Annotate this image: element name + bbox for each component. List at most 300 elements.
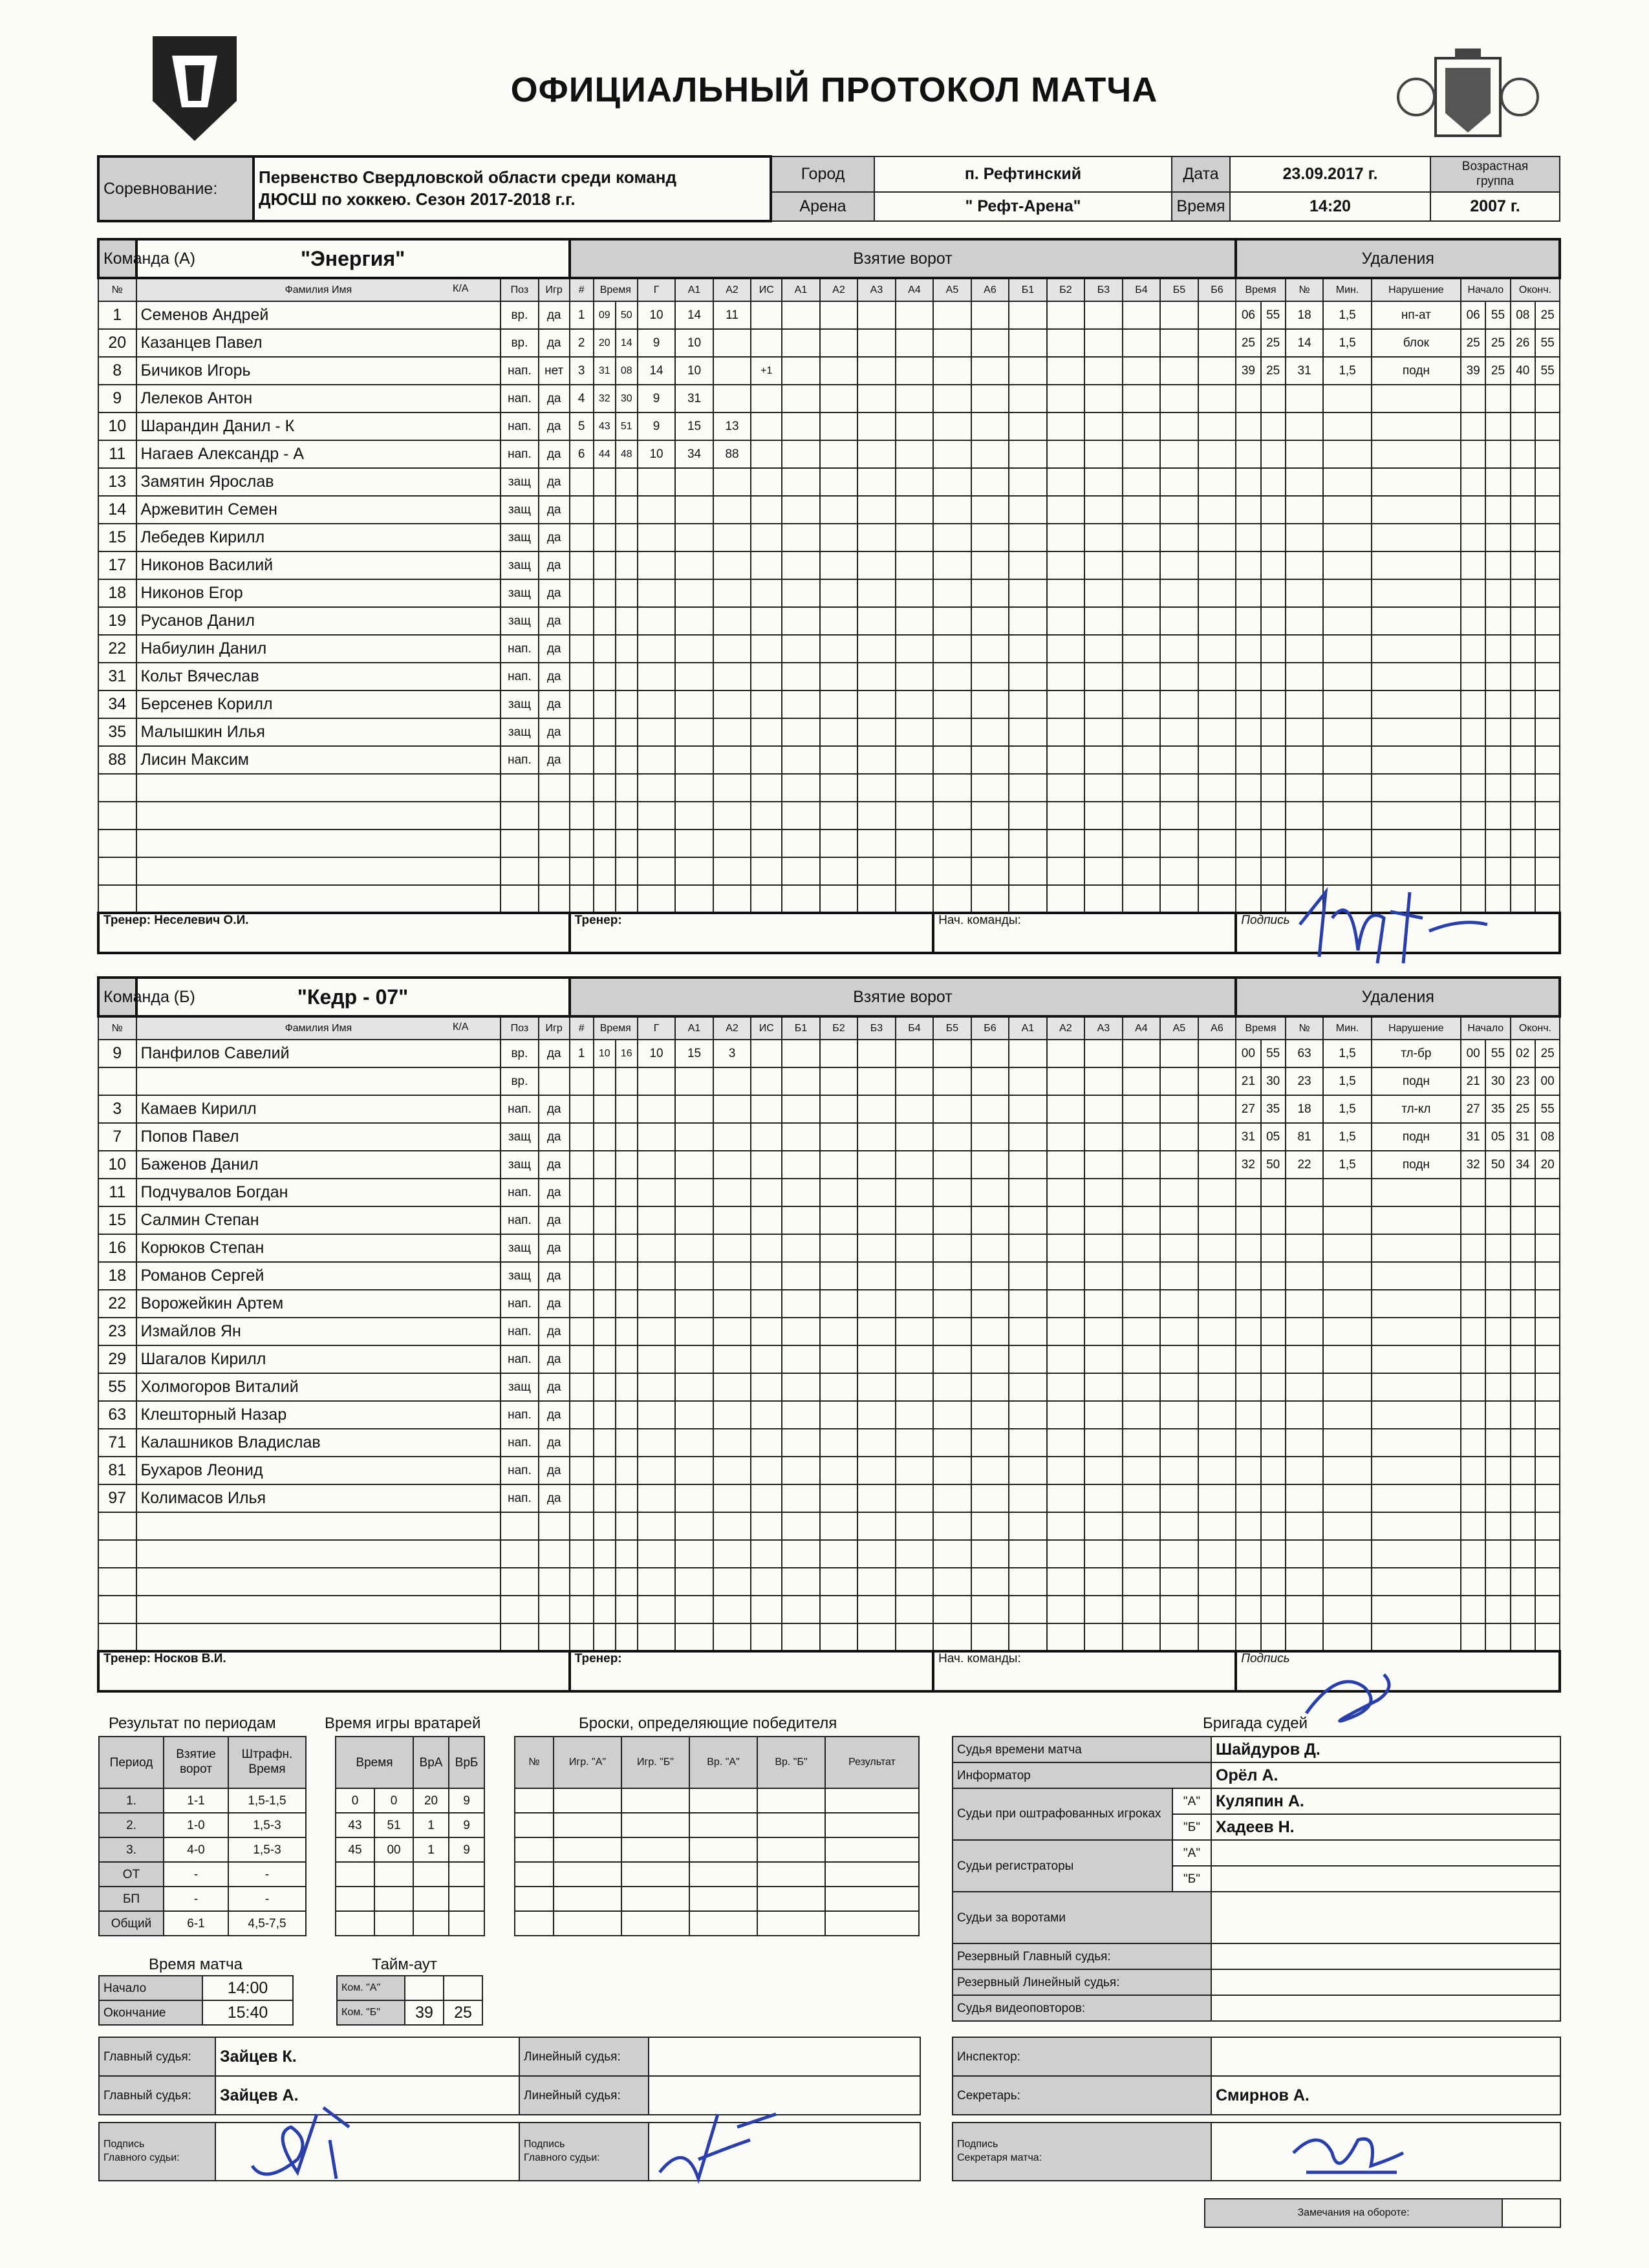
penalty-violation xyxy=(1372,1401,1461,1429)
onice-cell xyxy=(933,802,971,829)
goal-second xyxy=(616,746,638,774)
onice-cell xyxy=(1084,1540,1123,1568)
onice-cell xyxy=(1084,607,1123,635)
period-goals: - xyxy=(164,1862,228,1887)
goal-minute: 44 xyxy=(594,440,616,468)
onice-cell xyxy=(1047,1067,1085,1095)
player-position: вр. xyxy=(501,329,539,357)
match-start-label: Начало xyxy=(99,1976,202,2000)
onice-cell xyxy=(1160,579,1198,607)
player-number: 63 xyxy=(98,1401,136,1429)
onice-cell xyxy=(1084,1123,1123,1151)
onice-cell xyxy=(933,690,971,718)
penalty-minute: 31 xyxy=(1236,1123,1260,1151)
onice-cell xyxy=(1198,1123,1236,1151)
onice-cell xyxy=(896,1262,934,1290)
onice-cell xyxy=(1160,690,1198,718)
goal-assist1 xyxy=(675,1123,713,1151)
penalty-end-min: 02 xyxy=(1511,1040,1535,1067)
onice-cell xyxy=(896,1095,934,1123)
onice-cell xyxy=(971,774,1009,802)
onice-cell xyxy=(820,440,858,468)
onice-cell xyxy=(1160,468,1198,496)
onice-cell xyxy=(971,1262,1009,1290)
goal-situation xyxy=(751,329,782,357)
player-plays xyxy=(539,885,570,913)
assist1-header: А1 xyxy=(675,278,713,301)
penalty-start-sec xyxy=(1485,551,1510,579)
goal-assist1 xyxy=(675,1095,713,1123)
penalty-second xyxy=(1261,1568,1286,1596)
period-name: 3. xyxy=(99,1837,164,1862)
onice-cell xyxy=(1009,663,1047,690)
penalty-violation xyxy=(1372,1484,1461,1512)
goal-number xyxy=(570,496,594,524)
player-name: Бухаров Леонид xyxy=(136,1457,501,1484)
onice-header: А6 xyxy=(971,278,1009,301)
goalie-row xyxy=(336,1862,484,1887)
onice-cell xyxy=(1009,1123,1047,1151)
onice-cell xyxy=(1160,496,1198,524)
onice-cell xyxy=(971,1484,1009,1512)
goal-situation xyxy=(751,412,782,440)
onice-cell xyxy=(971,857,1009,885)
onice-cell xyxy=(1160,885,1198,913)
penalty-start-min xyxy=(1461,496,1485,524)
penalty-player xyxy=(1286,746,1324,774)
player-position: нап. xyxy=(501,412,539,440)
penalty-end-min: 31 xyxy=(1511,1123,1535,1151)
goal-second: 30 xyxy=(616,385,638,412)
player-position: нап. xyxy=(501,1290,539,1318)
onice-cell xyxy=(782,1318,820,1345)
onice-cell xyxy=(820,551,858,579)
player-name: Салмин Степан xyxy=(136,1206,501,1234)
onice-header: Б6 xyxy=(1198,278,1236,301)
onice-cell xyxy=(820,496,858,524)
onice-cell xyxy=(1198,857,1236,885)
onice-cell xyxy=(1123,496,1161,524)
onice-cell xyxy=(782,301,820,329)
onice-cell xyxy=(1009,635,1047,663)
onice-cell xyxy=(1047,1512,1085,1540)
goal-minute xyxy=(594,1596,616,1623)
onice-cell xyxy=(971,663,1009,690)
player-plays: да xyxy=(539,1484,570,1512)
onice-cell xyxy=(896,1345,934,1373)
goal-scorer xyxy=(638,551,676,579)
penalty-start-sec xyxy=(1485,635,1510,663)
shootout-cell xyxy=(689,1788,757,1813)
goal-second: 08 xyxy=(616,357,638,385)
onice-cell xyxy=(933,1596,971,1623)
onice-header: Б1 xyxy=(782,1016,820,1040)
penalty-second xyxy=(1261,579,1286,607)
onice-cell xyxy=(820,1596,858,1623)
time-label: Время xyxy=(1172,192,1230,221)
penalty-start-sec: 25 xyxy=(1485,329,1510,357)
player-name: Замятин Ярослав xyxy=(136,468,501,496)
onice-cell xyxy=(1084,1151,1123,1179)
onice-cell xyxy=(1123,1623,1161,1651)
onice-cell xyxy=(857,829,896,857)
goal-assist1 xyxy=(675,551,713,579)
penalty-violation xyxy=(1372,1318,1461,1345)
goal-scorer xyxy=(638,579,676,607)
shootout-cell xyxy=(554,1887,621,1911)
player-number xyxy=(98,829,136,857)
captain-assistant-header: К/А xyxy=(453,1022,469,1032)
goal-minute xyxy=(594,1623,616,1651)
onice-cell xyxy=(857,690,896,718)
player-row xyxy=(98,440,1560,468)
penalty-end-min xyxy=(1511,1290,1535,1318)
penalty-end-sec xyxy=(1535,1262,1560,1290)
player-number: 81 xyxy=(98,1457,136,1484)
penalty-start-sec xyxy=(1485,1290,1510,1318)
shootout-header: Вр. "А" xyxy=(689,1737,757,1788)
team-b-table xyxy=(97,976,1561,1693)
penalty-minute xyxy=(1236,1512,1260,1540)
goal-minute xyxy=(594,829,616,857)
onice-header: Б3 xyxy=(1084,278,1123,301)
goal-scorer xyxy=(638,1568,676,1596)
shootout-cell xyxy=(757,1887,825,1911)
goal-num-header: # xyxy=(570,1016,594,1040)
shootout-cell xyxy=(554,1911,621,1936)
goal-number xyxy=(570,1262,594,1290)
penalty-end-min: 26 xyxy=(1511,329,1535,357)
player-position: защ xyxy=(501,496,539,524)
onice-cell xyxy=(896,774,934,802)
penalty-end-min xyxy=(1511,440,1535,468)
goal-assist2 xyxy=(713,635,751,663)
goal-assist2 xyxy=(713,1512,751,1540)
penalty-end-min xyxy=(1511,829,1535,857)
goal-number xyxy=(570,1596,594,1623)
penalties-section-title: Удаления xyxy=(1236,239,1560,278)
player-plays: да xyxy=(539,1457,570,1484)
coach-label: Тренер: Носков В.И. xyxy=(98,1651,570,1691)
notes-table xyxy=(1204,2198,1561,2228)
player-name xyxy=(136,1623,501,1651)
onice-cell xyxy=(1047,718,1085,746)
onice-cell xyxy=(1009,1318,1047,1345)
shootout-header: Игр. "А" xyxy=(554,1737,621,1788)
goalie-a xyxy=(413,1911,449,1936)
goal-situation xyxy=(751,1540,782,1568)
onice-cell xyxy=(971,885,1009,913)
goalie-second xyxy=(374,1911,413,1936)
onice-cell xyxy=(971,718,1009,746)
onice-cell xyxy=(933,885,971,913)
onice-cell xyxy=(1047,857,1085,885)
penalty-start-sec xyxy=(1485,1401,1510,1429)
onice-cell xyxy=(820,412,858,440)
onice-cell xyxy=(1084,857,1123,885)
goal-assist2 xyxy=(713,607,751,635)
onice-cell xyxy=(857,1345,896,1373)
onice-cell xyxy=(971,357,1009,385)
onice-cell xyxy=(971,440,1009,468)
onice-cell xyxy=(1009,301,1047,329)
onice-cell xyxy=(1123,829,1161,857)
penalty-player xyxy=(1286,1401,1324,1429)
onice-cell xyxy=(1160,857,1198,885)
goal-scorer xyxy=(638,774,676,802)
penalty-player xyxy=(1286,440,1324,468)
penalty-minute: 32 xyxy=(1236,1151,1260,1179)
player-position: нап. xyxy=(501,663,539,690)
penalty-minutes xyxy=(1323,524,1371,551)
onice-cell xyxy=(857,718,896,746)
goal-number xyxy=(570,579,594,607)
onice-cell xyxy=(1009,774,1047,802)
shootout-cell xyxy=(554,1862,621,1887)
goal-assist2 xyxy=(713,1623,751,1651)
onice-cell xyxy=(971,802,1009,829)
penalty-minutes: 1,5 xyxy=(1323,357,1371,385)
penalty-start-header: Начало xyxy=(1461,1016,1511,1040)
penalty-end-header: Оконч. xyxy=(1511,1016,1560,1040)
goal-assist2 xyxy=(713,1540,751,1568)
penalty-end-sec xyxy=(1535,746,1560,774)
goal-minute xyxy=(594,1234,616,1262)
onice-cell xyxy=(1198,1067,1236,1095)
name-header: Фамилия Имя xyxy=(136,1016,501,1040)
onice-cell xyxy=(1009,524,1047,551)
onice-cell xyxy=(857,357,896,385)
goal-situation xyxy=(751,718,782,746)
goal-number xyxy=(570,1623,594,1651)
team-label: Команда (Б) xyxy=(98,978,136,1016)
onice-cell xyxy=(896,802,934,829)
onice-cell xyxy=(933,440,971,468)
goal-situation xyxy=(751,607,782,635)
penalty-start-sec xyxy=(1485,1179,1510,1206)
penalty-player: 22 xyxy=(1286,1151,1324,1179)
team-label: Команда (А) xyxy=(98,239,136,278)
onice-cell xyxy=(1198,385,1236,412)
onice-cell xyxy=(1123,774,1161,802)
goalie-a-header: ВрА xyxy=(413,1737,449,1788)
goal-assist2 xyxy=(713,1095,751,1123)
player-number xyxy=(98,857,136,885)
penalty-minutes xyxy=(1323,1179,1371,1206)
penalty-minutes xyxy=(1323,1401,1371,1429)
penalty-end-sec xyxy=(1535,579,1560,607)
penalty-end-sec xyxy=(1535,690,1560,718)
goal-assist2 xyxy=(713,885,751,913)
onice-cell xyxy=(1123,1262,1161,1290)
onice-cell xyxy=(1160,551,1198,579)
penalty-end-min xyxy=(1511,1457,1535,1484)
onice-cell xyxy=(1123,357,1161,385)
onice-cell xyxy=(1084,663,1123,690)
goal-scorer: 10 xyxy=(638,1040,676,1067)
onice-cell xyxy=(820,1623,858,1651)
player-number: 8 xyxy=(98,357,136,385)
timeout-b-ss: 25 xyxy=(444,2000,482,2025)
goalie-time-table xyxy=(335,1736,485,1936)
player-position: защ xyxy=(501,1151,539,1179)
onice-cell xyxy=(1123,885,1161,913)
onice-cell xyxy=(1009,1373,1047,1401)
penalty-start-sec xyxy=(1485,690,1510,718)
team-sign-label: Подпись xyxy=(1236,913,1560,953)
goal-assist1 xyxy=(675,607,713,635)
onice-cell xyxy=(857,1512,896,1540)
goal-minute xyxy=(594,1373,616,1401)
goal-assist2 xyxy=(713,524,751,551)
team-name: "Энергия" xyxy=(136,239,570,278)
player-number: 97 xyxy=(98,1484,136,1512)
main-judge-signature-icon xyxy=(239,2101,401,2192)
goal-situation xyxy=(751,1373,782,1401)
shootout-cell xyxy=(515,1813,554,1837)
onice-cell xyxy=(1009,1540,1047,1568)
onice-cell xyxy=(1009,412,1047,440)
penalty-end-min xyxy=(1511,663,1535,690)
onice-cell xyxy=(933,746,971,774)
penalty-second xyxy=(1261,774,1286,802)
onice-cell xyxy=(896,1623,934,1651)
goal-assist1 xyxy=(675,635,713,663)
onice-cell xyxy=(820,1290,858,1318)
penalty-end-sec xyxy=(1535,718,1560,746)
onice-cell xyxy=(1047,524,1085,551)
penalty-second xyxy=(1261,718,1286,746)
penalty-violation xyxy=(1372,1512,1461,1540)
onice-cell xyxy=(782,1123,820,1151)
penalty-end-sec xyxy=(1535,1512,1560,1540)
onice-cell xyxy=(782,690,820,718)
penalty-player: 31 xyxy=(1286,357,1324,385)
onice-cell xyxy=(782,1040,820,1067)
penalty-end-min xyxy=(1511,774,1535,802)
goal-second xyxy=(616,1540,638,1568)
goal-scorer xyxy=(638,1540,676,1568)
onice-cell xyxy=(971,1123,1009,1151)
penalty-start-min xyxy=(1461,1457,1485,1484)
penalty-end-min xyxy=(1511,1262,1535,1290)
goal-assist1 xyxy=(675,1540,713,1568)
goal-situation xyxy=(751,496,782,524)
goal-second xyxy=(616,1318,638,1345)
goal-second xyxy=(616,579,638,607)
onice-cell xyxy=(1198,607,1236,635)
goal-second xyxy=(616,1234,638,1262)
onice-cell xyxy=(1123,524,1161,551)
onice-cell xyxy=(1123,1596,1161,1623)
onice-cell xyxy=(820,663,858,690)
goal-second: 14 xyxy=(616,329,638,357)
goal-assist1 xyxy=(675,1345,713,1373)
penalty-end-sec xyxy=(1535,635,1560,663)
penalty-start-sec xyxy=(1485,718,1510,746)
player-number: 22 xyxy=(98,635,136,663)
penalty-end-min xyxy=(1511,1345,1535,1373)
goal-scorer xyxy=(638,1095,676,1123)
penalty-violation xyxy=(1372,1206,1461,1234)
goal-situation xyxy=(751,1067,782,1095)
onice-cell xyxy=(1084,1095,1123,1123)
onice-cell xyxy=(1047,1123,1085,1151)
inspector-label: Инспектор: xyxy=(953,2037,1211,2076)
player-row xyxy=(98,1290,1560,1318)
goalie-row xyxy=(336,1837,484,1862)
goal-scorer xyxy=(638,1151,676,1179)
onice-cell xyxy=(933,1290,971,1318)
penalty-end-sec: 55 xyxy=(1535,329,1560,357)
penalty-end-sec: 55 xyxy=(1535,357,1560,385)
onice-cell xyxy=(1009,1262,1047,1290)
shootout-cell xyxy=(554,1788,621,1813)
onice-cell xyxy=(1084,1512,1123,1540)
timeout-title: Тайм-аут xyxy=(372,1956,437,1973)
penalty-start-min xyxy=(1461,468,1485,496)
onice-cell xyxy=(896,1373,934,1401)
secretary-signature-table xyxy=(952,2122,1561,2181)
player-name: Подчувалов Богдан xyxy=(136,1179,501,1206)
period-name: БП xyxy=(99,1887,164,1911)
onice-cell xyxy=(1160,1290,1198,1318)
onice-cell xyxy=(857,440,896,468)
penalty-second: 55 xyxy=(1261,301,1286,329)
player-name: Берсенев Корилл xyxy=(136,690,501,718)
goal-situation xyxy=(751,1401,782,1429)
goal-scorer xyxy=(638,607,676,635)
goal-assist2: 88 xyxy=(713,440,751,468)
onice-cell xyxy=(933,1457,971,1484)
onice-cell xyxy=(896,1429,934,1457)
penalty-start-min xyxy=(1461,524,1485,551)
onice-cell xyxy=(933,301,971,329)
onice-cell xyxy=(971,1040,1009,1067)
onice-cell xyxy=(1123,1318,1161,1345)
goal-judges-label: Судьи за воротами xyxy=(953,1892,1211,1943)
onice-cell xyxy=(1047,412,1085,440)
player-position: защ xyxy=(501,1262,539,1290)
goal-number xyxy=(570,1484,594,1512)
player-row xyxy=(98,1484,1560,1512)
penalty-start-sec xyxy=(1485,1623,1510,1651)
onice-cell xyxy=(1123,579,1161,607)
goalie-minute: 43 xyxy=(336,1813,374,1837)
main-judge-signatures-table xyxy=(98,2122,921,2181)
onice-cell xyxy=(1198,1596,1236,1623)
onice-cell xyxy=(1198,663,1236,690)
player-row xyxy=(98,1067,1560,1095)
player-number: 22 xyxy=(98,1290,136,1318)
penalty-violation: тл-бр xyxy=(1372,1040,1461,1067)
main-judge-signature-label: Подпись Главного судьи: xyxy=(99,2123,215,2181)
penalty-start-sec xyxy=(1485,496,1510,524)
player-row xyxy=(98,1540,1560,1568)
goal-situation-header: ИС xyxy=(751,1016,782,1040)
player-plays xyxy=(539,1540,570,1568)
onice-cell xyxy=(1009,357,1047,385)
penalty-end-min xyxy=(1511,1568,1535,1596)
goal-minute xyxy=(594,468,616,496)
main-judge-2-value: Зайцев А. xyxy=(215,2076,519,2115)
goal-scorer xyxy=(638,1262,676,1290)
player-plays: да xyxy=(539,1345,570,1373)
onice-header: А2 xyxy=(820,278,858,301)
onice-cell xyxy=(782,1540,820,1568)
penalty-end-min xyxy=(1511,1484,1535,1512)
onice-cell xyxy=(971,1568,1009,1596)
